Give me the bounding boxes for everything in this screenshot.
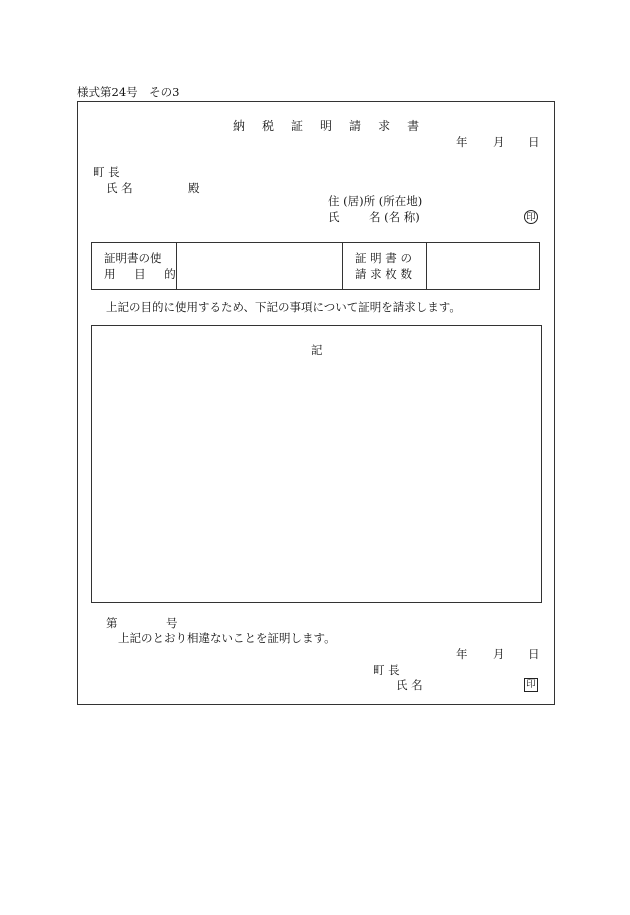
certification-date-month: 月: [493, 647, 505, 661]
addressee-office: 町 長: [93, 165, 120, 179]
request-date-day: 日: [528, 135, 540, 149]
certification-date-year: 年: [456, 647, 468, 661]
purpose-label-line-1: 証明書の使: [104, 251, 162, 265]
certification-statement: 上記のとおり相違ないことを証明します。: [118, 631, 336, 645]
addressee-name-label: 氏 名: [106, 181, 133, 195]
form-title: 納 税 証 明 請 求 書: [233, 119, 426, 133]
addressee-honorific: 殿: [188, 181, 200, 195]
applicant-seal-mark: 印: [524, 210, 538, 224]
record-heading: 記: [311, 343, 323, 357]
certifier-office: 町 長: [373, 663, 400, 677]
certifier-name-label: 氏 名: [396, 678, 423, 692]
count-input-cell[interactable]: [428, 244, 538, 288]
form-number: 様式第24号 その3: [77, 85, 180, 99]
request-date-month: 月: [493, 135, 505, 149]
record-box[interactable]: [91, 325, 542, 603]
table-divider-3: [426, 243, 427, 289]
certification-date-day: 日: [528, 647, 540, 661]
applicant-address-label: 住 (居)所 (所在地): [328, 194, 423, 208]
table-divider-2: [342, 243, 343, 289]
request-date-year: 年: [456, 135, 468, 149]
applicant-name-label-1: 氏: [328, 210, 340, 224]
certifier-seal-mark: 印: [524, 678, 538, 692]
applicant-name-label-2: 名 (名 称): [369, 210, 420, 224]
count-label-line-1: 証 明 書 の: [355, 251, 412, 265]
certificate-number-suffix: 号: [166, 616, 178, 630]
table-divider-1: [176, 243, 177, 289]
purpose-input-cell[interactable]: [178, 244, 340, 288]
request-statement: 上記の目的に使用するため、下記の事項について証明を請求します。: [106, 300, 461, 314]
count-label-line-2: 請 求 枚 数: [355, 267, 412, 281]
purpose-label-line-2: 用 目 的: [104, 267, 184, 281]
certificate-number-prefix: 第: [106, 616, 118, 630]
